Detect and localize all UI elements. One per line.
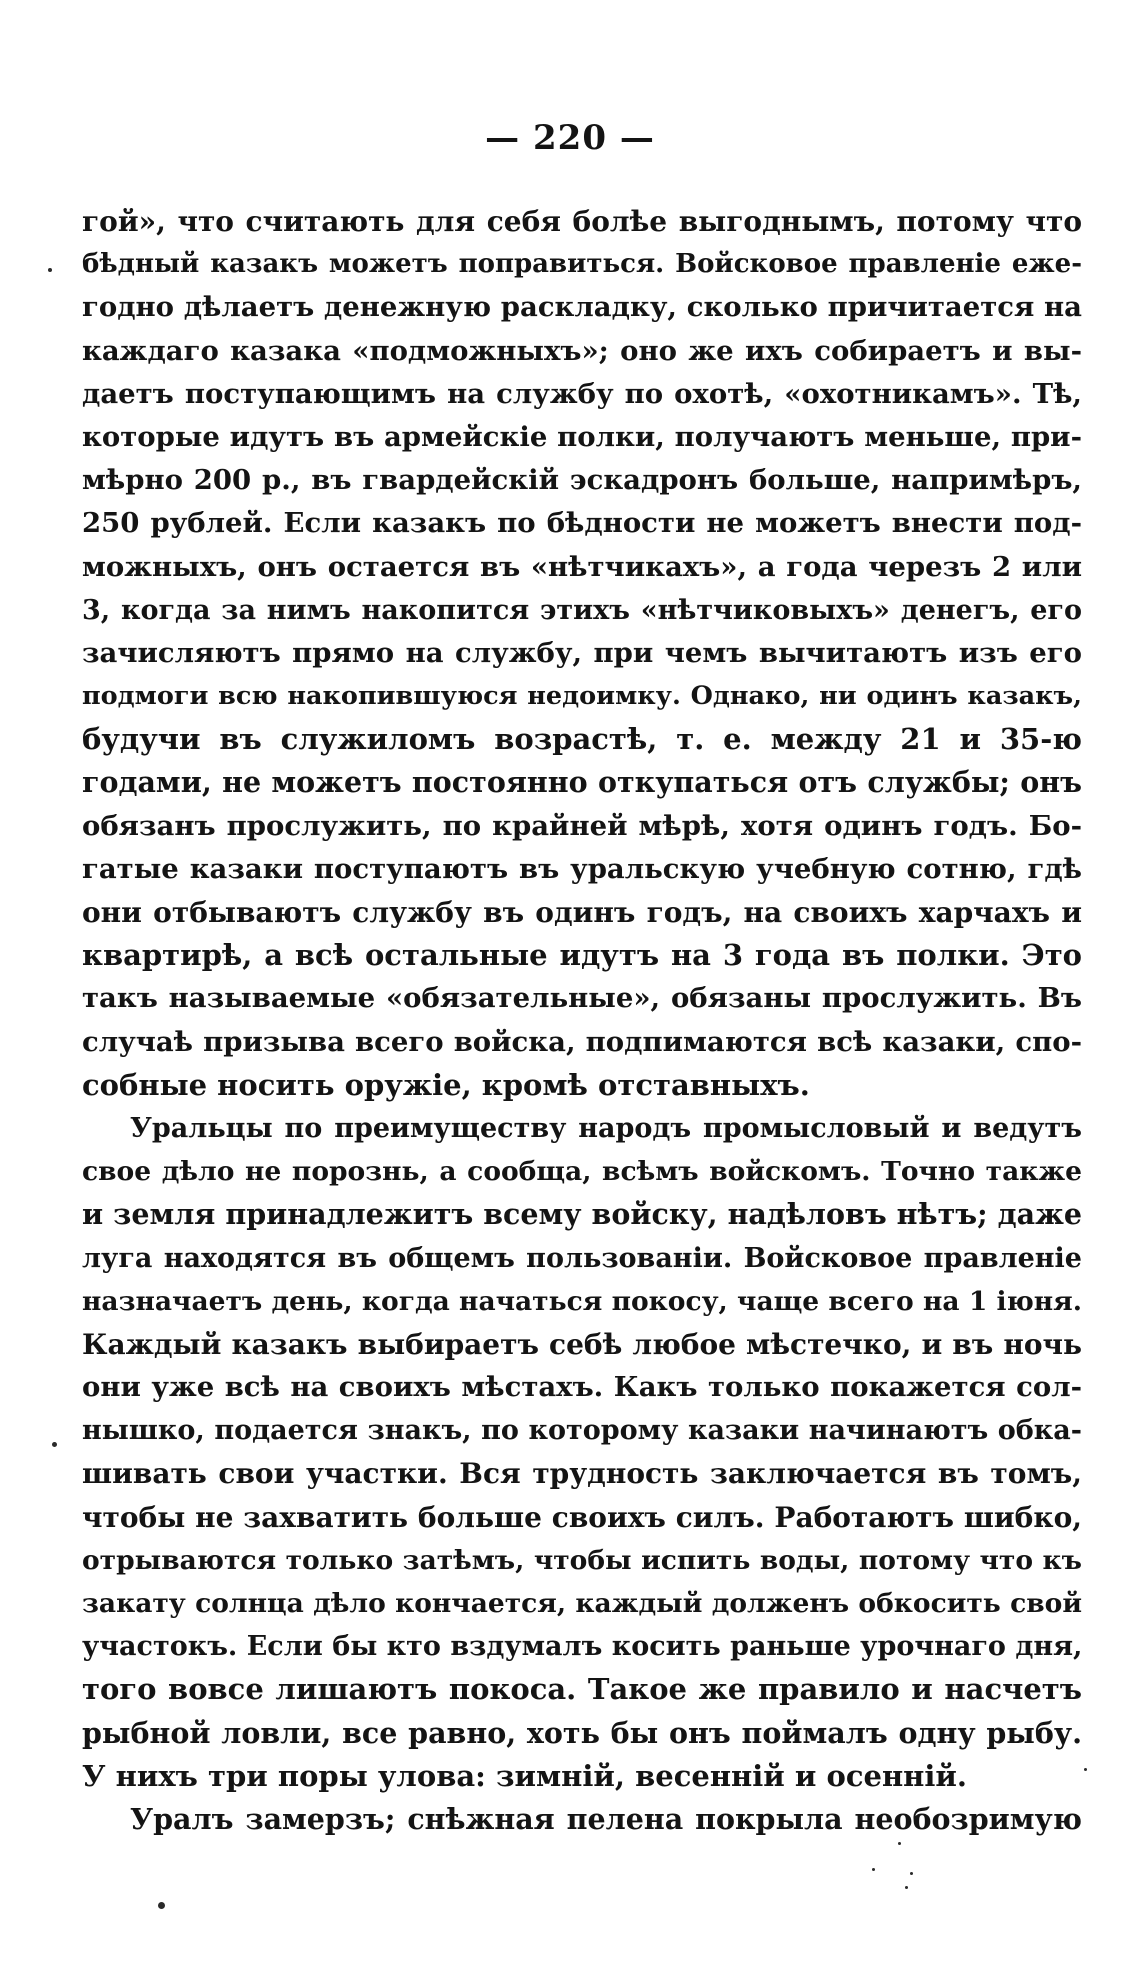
text-line: 3, когда за нимъ накопится этихъ «нѣтчиковыхъ» денегъ, его: [82, 594, 1082, 626]
text-line: отрываются только затѣмъ, чтобы испить воды, потому что къ: [82, 1544, 1082, 1576]
text-line: и земля принадлежитъ всему войску, надѣловъ нѣтъ; даже: [82, 1197, 1082, 1232]
text-line: участокъ. Если бы кто вздумалъ косить раньше урочнаго дня,: [82, 1631, 1082, 1663]
text-line: шивать свои участки. Вся трудность заключается въ томъ,: [82, 1457, 1082, 1491]
text-line: каждаго казака «подможныхъ»; оно же ихъ собираетъ и вы-: [82, 334, 1082, 367]
text-line: годно дѣлаетъ денежную раскладку, сколько причитается на: [82, 291, 1082, 324]
paragraph-end-line: У нихъ три поры улова: зимній, весенній и осенній.: [82, 1758, 968, 1793]
text-line: Каждый казакъ выбираетъ себѣ любое мѣстечко, и въ ночь: [82, 1327, 1082, 1361]
body-text: [82, 200, 1082, 1841]
text-line: нышко, подается знакъ, по которому казаки начинаютъ обка-: [82, 1415, 1082, 1447]
text-line: гой», что считають для себя болѣе выгоднымъ, потому что: [82, 205, 1082, 238]
text-line: свое дѣло не порознь, а сообща, всѣмъ войскомъ. Точно также: [82, 1156, 1082, 1188]
text-line: они уже всѣ на своихъ мѣстахъ. Какъ только покажется сол-: [82, 1371, 1082, 1404]
text-line: они отбываютъ службу въ одинъ годъ, на своихъ харчахъ и: [82, 896, 1082, 929]
paragraph-first-line: Уральцы по преимуществу народъ промысловый и ведутъ: [130, 1112, 1082, 1144]
scan-speck: [872, 1868, 875, 1871]
text-line: закату солнца дѣло кончается, каждый долженъ обкосить свой: [82, 1588, 1082, 1619]
paragraph-first-line: Уралъ замерзъ; снѣжная пелена покрыла необозримую: [130, 1801, 1082, 1836]
scan-speck: [1084, 1768, 1087, 1771]
text-line: 250 рублей. Если казакъ по бѣдности не можетъ внести под-: [82, 507, 1082, 540]
text-line: луга находятся въ общемъ пользованіи. Войсковое правленіе: [82, 1242, 1082, 1274]
text-line: можныхъ, онъ остается въ «нѣтчикахъ», а года черезъ 2 или: [82, 550, 1082, 583]
text-line: гатые казаки поступаютъ въ уральскую учебную сотню, гдѣ: [82, 852, 1082, 885]
text-line: случаѣ призыва всего войска, подпимаются всѣ казаки, спо-: [82, 1025, 1082, 1058]
text-line: будучи въ служиломъ возрастѣ, т. е. между 21 и 35-ю: [82, 722, 1082, 757]
scan-speck: [910, 1872, 913, 1875]
text-line: подмоги всю накопившуюся недоимку. Однако, ни одинъ казакъ,: [82, 681, 1082, 712]
scan-speck: [905, 1886, 908, 1889]
paragraph-end-line: собные носить оружіе, кромѣ отставныхъ.: [82, 1067, 810, 1102]
scan-speck: [158, 1902, 165, 1909]
page-number: — 220 —: [485, 118, 655, 158]
text-line: зачисляютъ прямо на службу, при чемъ вычитаютъ изъ его: [82, 636, 1082, 669]
scan-speck: [48, 268, 52, 272]
scan-speck: [898, 1842, 901, 1845]
text-line: назначаетъ день, когда начаться покосу, чаще всего на 1 іюня.: [82, 1285, 1082, 1317]
text-line: чтобы не захватить больше своихъ силъ. Работаютъ шибко,: [82, 1500, 1082, 1534]
text-line: такъ называемые «обязательные», обязаны прослужить. Въ: [82, 982, 1082, 1015]
text-line: обязанъ прослужить, по крайней мѣрѣ, хотя одинъ годъ. Бо-: [82, 809, 1082, 842]
scan-speck: [52, 1442, 57, 1447]
text-line: которые идутъ въ армейскіе полки, получаютъ меньше, при-: [82, 420, 1082, 453]
text-line: того вовсе лишаютъ покоса. Такое же правило и насчетъ: [82, 1672, 1082, 1707]
text-line: мѣрно 200 р., въ гвардейскій эскадронъ больше, напримѣръ,: [82, 464, 1082, 497]
text-line: годами, не можетъ постоянно откупаться отъ службы; онъ: [82, 765, 1082, 800]
text-line: квартирѣ, а всѣ остальные идутъ на 3 года въ полки. Это: [82, 938, 1082, 973]
text-line: даетъ поступающимъ на службу по охотѣ, «охотникамъ». Тѣ,: [82, 377, 1082, 410]
text-line: бѣдный казакъ можетъ поправиться. Войсковое правленіе еже-: [82, 249, 1082, 280]
text-line: рыбной ловли, все равно, хоть бы онъ поймалъ одну рыбу.: [82, 1715, 1082, 1750]
